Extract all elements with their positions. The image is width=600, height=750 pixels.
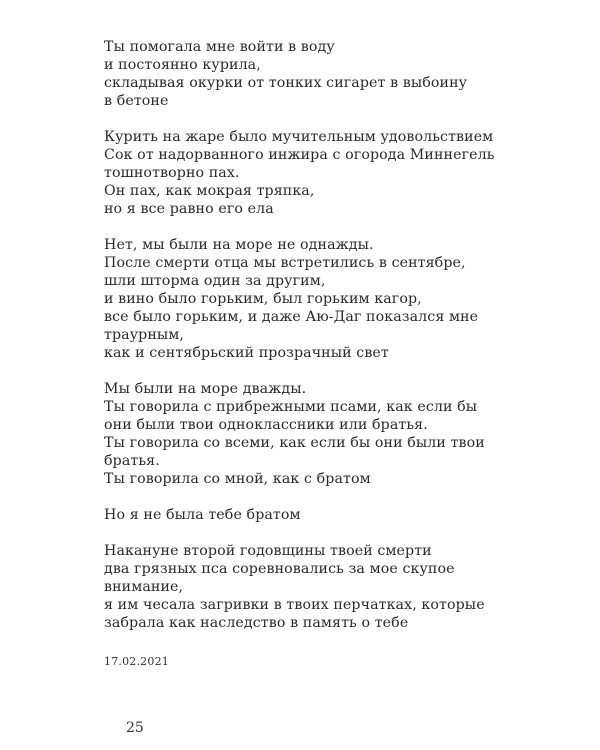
poem-line: внимание,	[104, 579, 184, 595]
poem-line: складывая окурки от тонких сигарет в выбоину	[104, 75, 468, 91]
poem-line: и вино было горьким, был горьким кагор,	[104, 291, 422, 307]
poem-line: Он пах, как мокрая тряпка,	[104, 183, 315, 199]
stanza-6	[104, 542, 564, 632]
poem-line: Ты говорила со мной, как с братом	[104, 471, 371, 487]
poem	[104, 38, 564, 650]
poem-line: Ты говорила с прибрежными псами, как если бы	[104, 399, 478, 415]
poem-line: братья.	[104, 453, 160, 469]
poem-line: Курить на жаре было мучительным удовольствием	[104, 129, 494, 145]
page-number: 25	[126, 720, 144, 736]
poem-line: тошнотворно пах.	[104, 165, 240, 181]
poem-line: Сок от надорванного инжира с огорода Миннегель	[104, 147, 495, 163]
poem-line: два грязных пса соревновались за мое скупое	[104, 561, 455, 577]
poem-line: Ты говорила со всеми, как если бы они были твои	[104, 435, 485, 451]
poem-date: 17.02.2021	[104, 655, 169, 668]
poem-line: Накануне второй годовщины твоей смерти	[104, 543, 432, 559]
poem-line: Нет, мы были на море не однажды.	[104, 237, 374, 253]
poem-line: траурным,	[104, 327, 185, 343]
stanza-3	[104, 236, 564, 362]
stanza-2	[104, 128, 564, 218]
poem-line: Но я не была тебе братом	[104, 507, 301, 523]
poem-line: я им чесала загривки в твоих перчатках, которые	[104, 597, 485, 613]
stanza-4	[104, 380, 564, 488]
poem-line: Ты помогала мне войти в воду	[104, 39, 335, 55]
poem-line: и постоянно курила,	[104, 57, 261, 73]
poem-line: После смерти отца мы встретились в сентябре,	[104, 255, 466, 271]
poem-line: но я все равно его ела	[104, 201, 274, 217]
poem-line: они были твои одноклассники или братья.	[104, 417, 428, 433]
poem-line: как и сентябрьский прозрачный свет	[104, 345, 389, 361]
poem-line: в бетоне	[104, 93, 169, 109]
poem-line: шли шторма один за другим,	[104, 273, 326, 289]
stanza-1	[104, 38, 564, 110]
stanza-5	[104, 506, 564, 524]
poem-line: забрала как наследство в память о тебе	[104, 615, 409, 631]
poem-line: Мы были на море дважды.	[104, 381, 307, 397]
poem-line: все было горьким, и даже Аю-Даг показался мне	[104, 309, 479, 325]
